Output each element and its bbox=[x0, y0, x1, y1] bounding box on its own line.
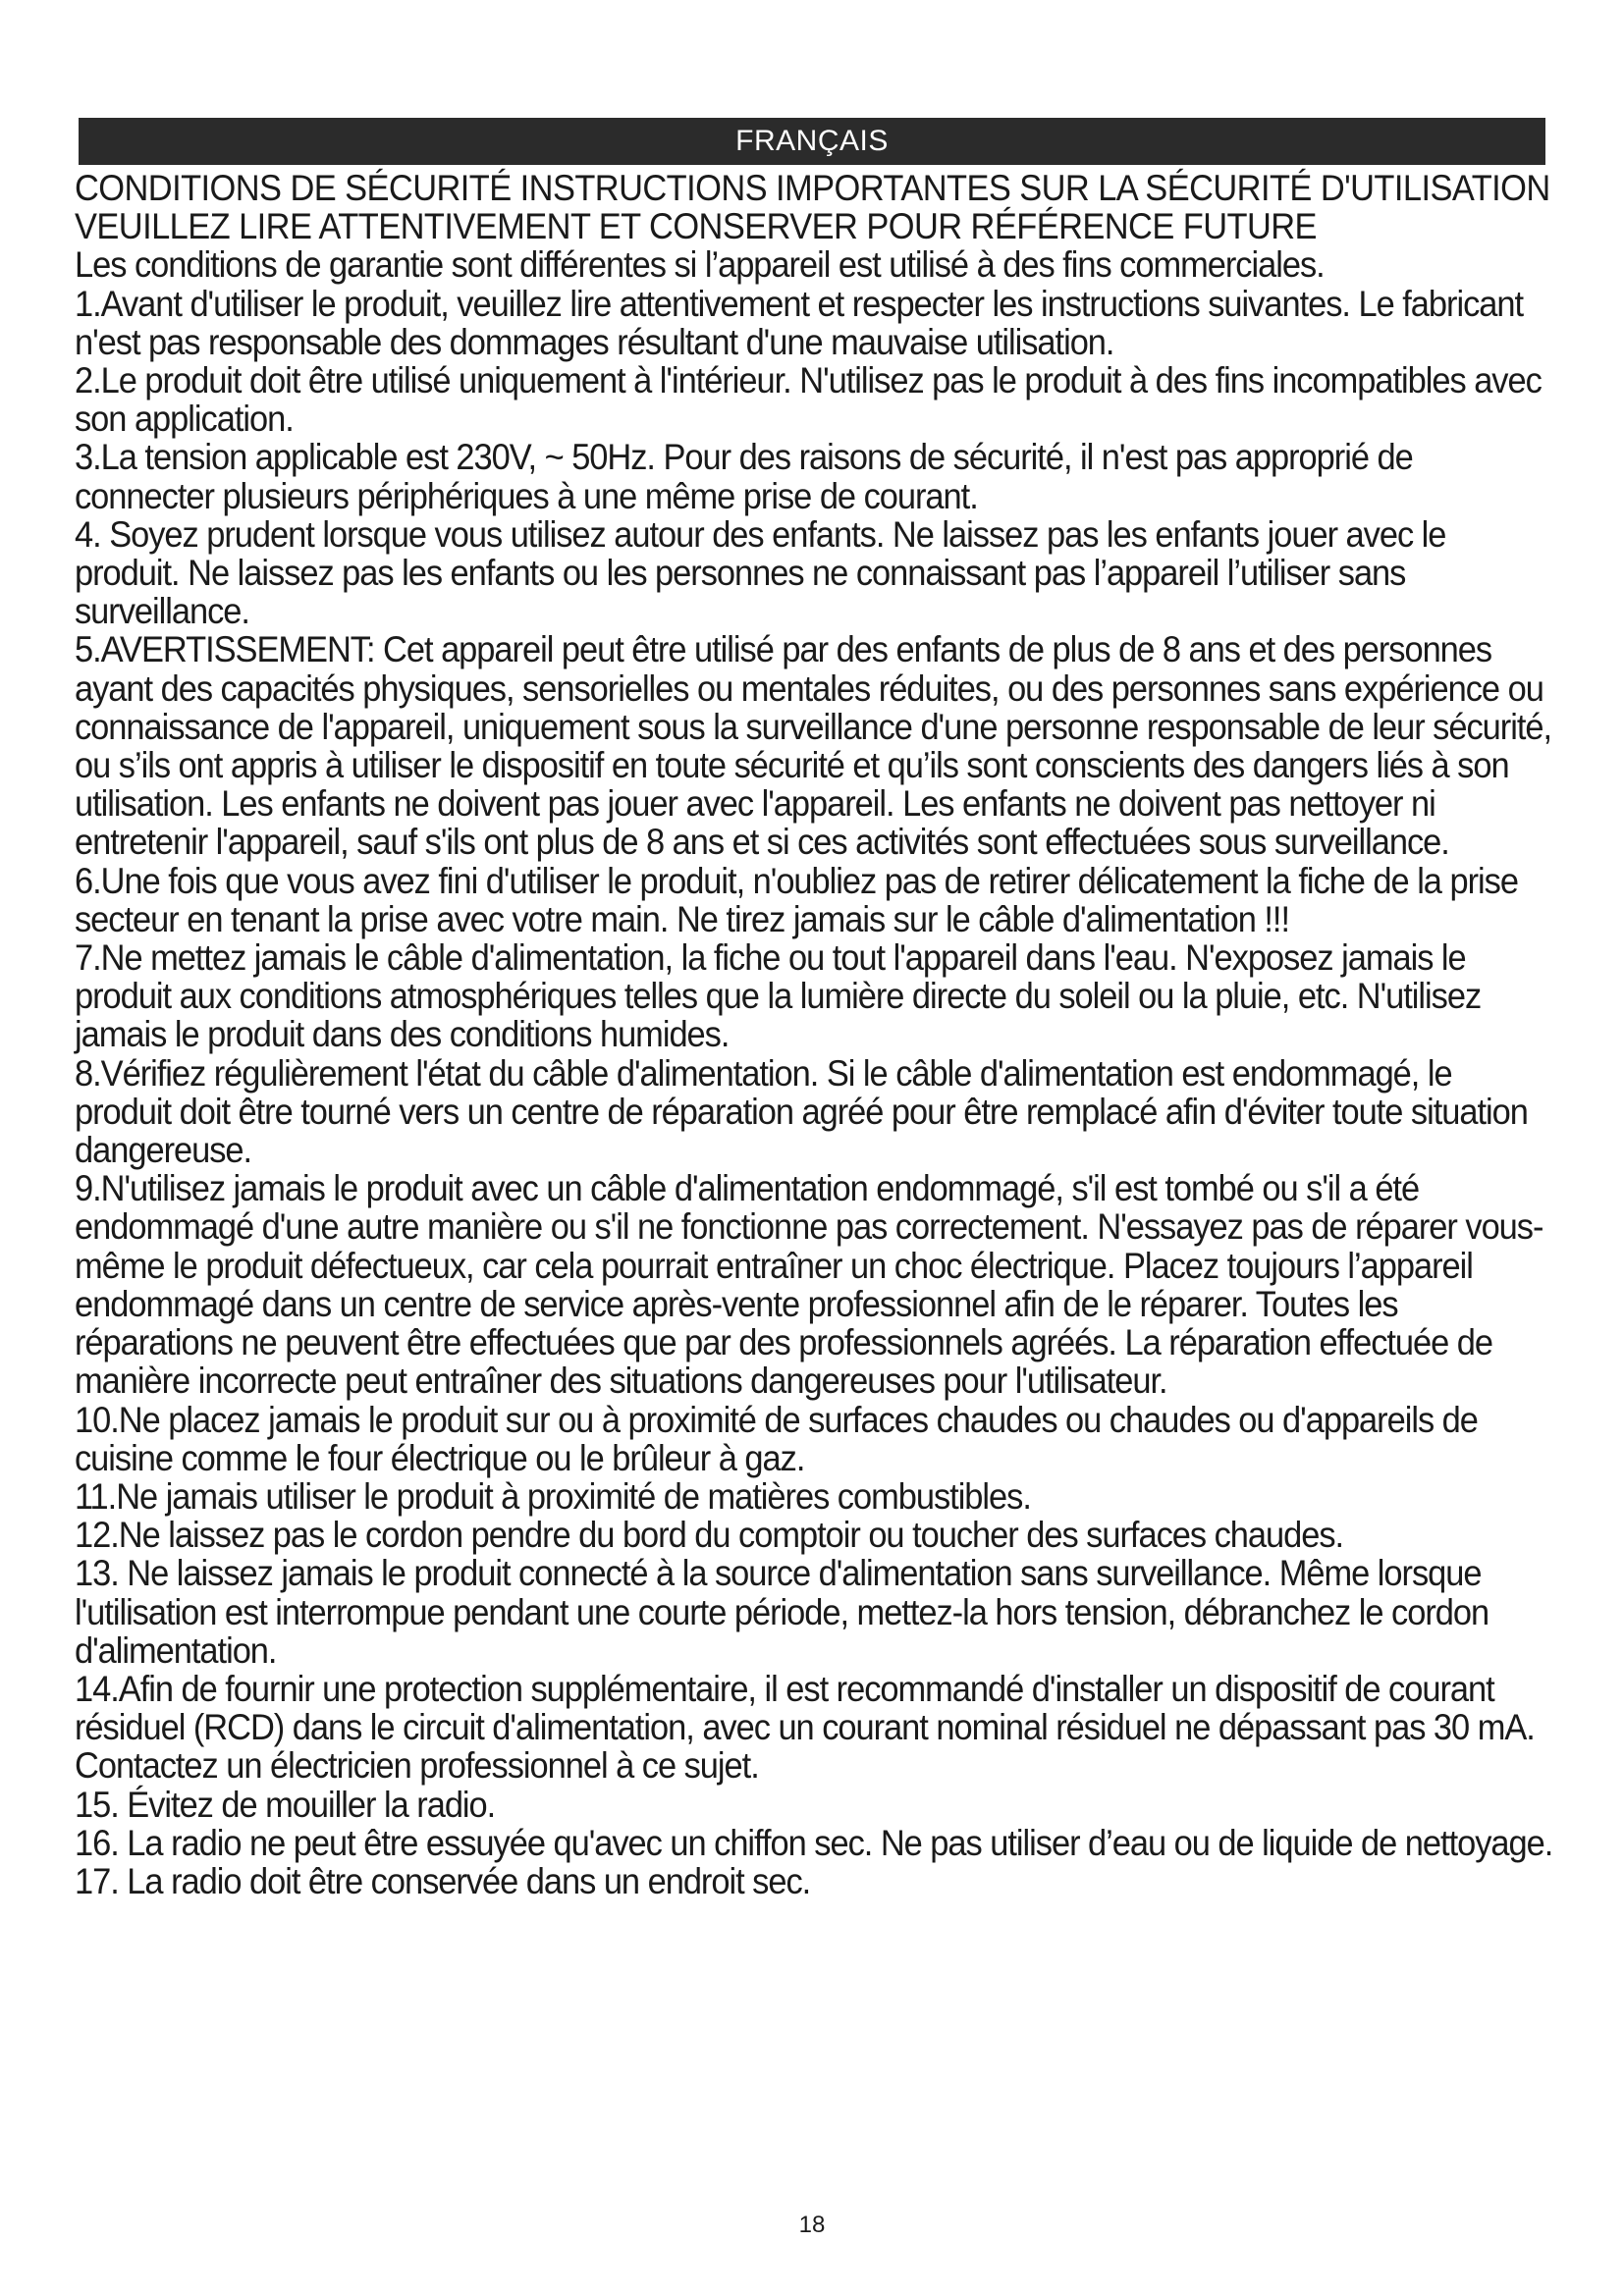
instruction-8: 8.Vérifiez régulièrement l'état du câble d'alimentation. Si le câble d'alimentation est endommagé, le produit doit être tourné vers un centre de réparation agréé pour être remplacé afin d'éviter toute situation dangereuse. bbox=[75, 1052, 1528, 1171]
instruction-5: 5.AVERTISSEMENT: Cet appareil peut être utilisé par des enfants de plus de 8 ans et des personnes ayant des capacités physiques, sensorielles ou mentales réduites, ou des personnes sans expérience ou connaissance de l'appareil, uniquement sous la surveillance d'une personne responsable de leur sécurité, ou s’ils ont appris à utiliser le dispositif en toute sécurité et qu’ils sont conscients des dangers liés à son utilisation. Les enfants ne doivent pas jouer avec l'appareil. Les enfants ne doivent pas nettoyer ni entretenir l'appareil, sauf s'ils ont plus de 8 ans et si ces activités sont effectuées sous surveillance. bbox=[75, 629, 1552, 863]
instruction-10: 10.Ne placez jamais le produit sur ou à proximité de surfaces chaudes ou chaudes ou d'appareils de cuisine comme le four électrique ou le brûleur à gaz. bbox=[75, 1399, 1478, 1478]
instruction-9: 9.N'utilisez jamais le produit avec un câble d'alimentation endommagé, s'il est tombé ou s'il a été endommagé d'une autre manière ou s'il ne fonctionne pas correctement. N'essayez pas de réparer vous-même le produit défectueux, car cela pourrait entraîner un choc électrique. Placez toujours l’appareil endommagé dans un centre de service après-vente professionnel afin de le réparer. Toutes les réparations ne peuvent être effectuées que par des professionnels agréés. La réparation effectuée de manière incorrecte peut entraîner des situations dangereuses pour l'utilisateur. bbox=[75, 1168, 1543, 1402]
instruction-6: 6.Une fois que vous avez fini d'utiliser le produit, n'oubliez pas de retirer délicatement la fiche de la prise secteur en tenant la prise avec votre main. Ne tirez jamais sur le câble d'alimentation !!! bbox=[75, 860, 1518, 939]
instruction-3: 3.La tension applicable est 230V, ~ 50Hz. Pour des raisons de sécurité, il n'est pas approprié de connecter plusieurs périphériques à une même prise de courant. bbox=[75, 437, 1413, 516]
page-number: 18 bbox=[798, 2212, 826, 2238]
instruction-14: 14.Afin de fournir une protection supplémentaire, il est recommandé d'installer un dispositif de courant résiduel (RCD) dans le circuit d'alimentation, avec un courant nominal résiduel ne dépassant pas 30 mA. Contactez un électricien professionnel à ce sujet. bbox=[75, 1668, 1535, 1787]
instruction-2: 2.Le produit doit être utilisé uniquement à l'intérieur. N'utilisez pas le produit à des fins incompatibles avec son application. bbox=[75, 360, 1542, 440]
instruction-16: 16. La radio ne peut être essuyée qu'avec un chiffon sec. Ne pas utiliser d’eau ou de liquide de nettoyage. bbox=[75, 1822, 1553, 1863]
instruction-1: 1.Avant d'utiliser le produit, veuillez lire attentivement et respecter les instructions suivantes. Le fabricant n'est pas responsable des dommages résultant d'une mauvaise utilisation. bbox=[75, 283, 1524, 362]
instruction-7: 7.Ne mettez jamais le câble d'alimentation, la fiche ou tout l'appareil dans l'eau. N'exposez jamais le produit aux conditions atmosphériques telles que la lumière directe du soleil ou la pluie, etc. N'utilisez jamais le produit dans des conditions humides. bbox=[75, 937, 1482, 1055]
instruction-11: 11.Ne jamais utiliser le produit à proximité de matières combustibles. bbox=[75, 1475, 1031, 1517]
language-banner: FRANÇAIS bbox=[79, 118, 1545, 165]
instruction-12: 12.Ne laissez pas le cordon pendre du bord du comptoir ou toucher des surfaces chaudes. bbox=[75, 1515, 1344, 1556]
safety-instructions bbox=[75, 169, 1557, 1900]
instruction-4: 4. Soyez prudent lorsque vous utilisez autour des enfants. Ne laissez pas les enfants jouer avec le produit. Ne laissez pas les enfants ou les personnes ne connaissant pas l’appareil l’utiliser sans surveillance. bbox=[75, 513, 1446, 632]
instruction-17: 17. La radio doit être conservée dans un endroit sec. bbox=[75, 1860, 811, 1901]
instruction-15: 15. Évitez de mouiller la radio. bbox=[75, 1784, 496, 1825]
warranty-note: Les conditions de garantie sont différentes si l’appareil est utilisé à des fins commerciales. bbox=[75, 244, 1325, 286]
instruction-13: 13. Ne laissez jamais le produit connecté à la source d'alimentation sans surveillance. Même lorsque l'utilisation est interrompue pendant une courte période, mettez-la hors tension, débranchez le cordon d'alimentation. bbox=[75, 1553, 1489, 1671]
safety-heading: CONDITIONS DE SÉCURITÉ INSTRUCTIONS IMPORTANTES SUR LA SÉCURITÉ D'UTILISATION VEUILLEZ LIRE ATTENTIVEMENT ET CONSERVER POUR RÉFÉRENCE FUTURE bbox=[75, 168, 1550, 247]
